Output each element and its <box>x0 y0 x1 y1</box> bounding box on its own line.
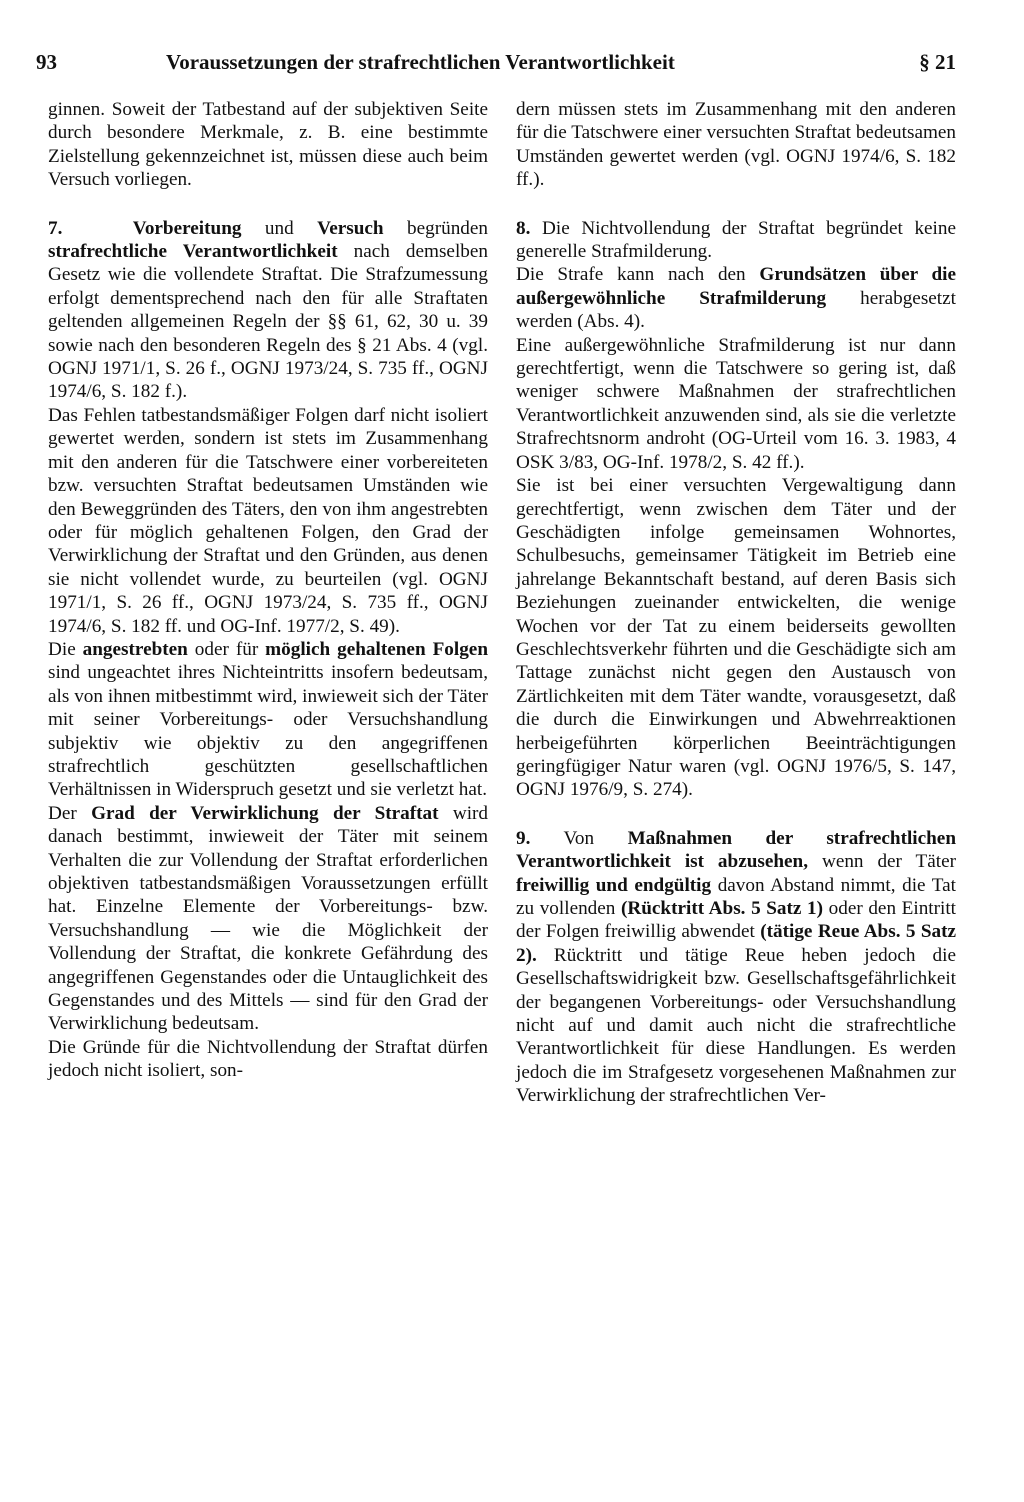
bold-term: Grad der Verwirklichung der Straftat <box>91 802 439 824</box>
paragraph-7 <box>48 217 488 404</box>
paragraph: Sie ist bei einer versuchten Vergewaltigung dann gerechtfertigt, wenn zwischen dem Täter und der Geschädigten infolge gemeinsamen Wohnortes, Schulbesuchs, gemeinsamer Tätigkeit im Betrieb eine jahrelange Bekanntschaft bestand, auf deren Basis sich Beziehungen zueinander entwickelten, die wenige Wochen vor der Tat zu einem beiderseits gewollten Geschlechtsverkehr führten und die Geschädigte sich am Tattage zunächst nicht gegen den Austausch von Zärtlichkeiten mit dem Täter wandte, vorausgesetzt, daß die durch die Einwirkungen und Abwehrreaktionen herbeigeführten körperlichen Beeinträchtigungen geringfügiger Natur waren (vgl. OGNJ 1976/5, S. 147, OGNJ 1976/9, S. 274). <box>516 475 956 801</box>
bold-term: (tätige Reue Abs. 5 Satz 2). <box>516 921 957 966</box>
text-run: und <box>241 217 318 239</box>
text-run: Die Nichtvollendung der Straftat begründet keine generelle Strafmilderung. <box>516 217 956 263</box>
text-run: Die <box>48 638 83 660</box>
left-column <box>48 98 488 1083</box>
bold-term: Versuch <box>317 217 384 239</box>
item-number: 8. <box>516 217 531 239</box>
item-number: 9. <box>516 827 531 849</box>
text-run: Von <box>530 827 628 849</box>
section-marker: § 21 <box>919 50 956 74</box>
text-run: oder für <box>187 638 266 660</box>
text-run: Die Strafe kann nach den <box>516 264 760 286</box>
bold-term: freiwillig und endgültig <box>516 874 712 896</box>
text-run: begründen <box>383 217 489 239</box>
bold-term: Vorbereitung <box>132 217 242 239</box>
bold-term: angestrebten <box>82 638 188 660</box>
right-column <box>516 98 956 1108</box>
paragraph <box>516 263 956 333</box>
paragraph: ginnen. Soweit der Tatbestand auf der subjektiven Seite durch besondere Merkmale, z. B. eine bestimmte Zielstellung gekennzeichnet ist, müssen diese auch beim Versuch vorliegen. <box>48 99 488 191</box>
paragraph <box>48 638 488 802</box>
running-title: Voraussetzungen der strafrechtlichen Verantwortlichkeit <box>166 50 675 74</box>
text-run: wird danach bestimmt, inwieweit der Täter mit seinem Verhalten die zur Vollendung der Straftat erforderlichen objektiven tatbestandsmäßigen Voraussetzungen erfüllt hat. Einzelne Elemente der Vorbereitungs- bzw. Versuchshandlung — wie die Möglichkeit der Vollendung der Straftat, die konkrete Gefährdung des angegriffenen Gegenstandes oder die Untauglichkeit des Gegenstandes und des Mittels — sind für den Grad der Verwirklichung bedeutsam. <box>48 802 489 1035</box>
paragraph: dern müssen stets im Zusammenhang mit den anderen für die Tatschwere einer versuchten Straftat bedeutsamen Umständen gewertet werden (vgl. OGNJ 1974/6, S. 182 ff.). <box>516 99 956 191</box>
bold-term: Grundsätzen über die außergewöhnliche Strafmilderung <box>516 264 957 309</box>
text-run: davon Abstand nimmt, die Tat zu vollenden <box>516 874 957 919</box>
text-run: Der <box>48 802 92 824</box>
text-run: herabgesetzt werden (Abs. 4). <box>516 287 956 333</box>
bold-term: Maßnahmen der strafrechtlichen Verantwortlichkeit ist abzusehen, <box>516 827 956 873</box>
text-run: oder den Eintritt der Folgen freiwillig abwendet <box>516 898 957 943</box>
paragraph-8 <box>516 217 956 264</box>
paragraph-9 <box>516 827 956 1108</box>
text-run: sind ungeachtet ihres Nichteintritts insofern bedeutsam, als von ihnen mitbestimmt wird, inwieweit sich der Täter mit seiner Vorbereitungs- oder Versuchshandlung subjektiv wie objektiv zu den angegriffenen strafrechtlich geschützten gesellschaftlichen Verhältnissen in Widerspruch gesetzt und sie verletzt hat. <box>48 662 488 801</box>
paragraph: Die Gründe für die Nichtvollendung der Straftat dürfen jedoch nicht isoliert, son- <box>48 1036 488 1082</box>
text-run: wenn der Täter <box>808 851 956 873</box>
item-number: 7. <box>48 217 63 239</box>
text-run: Rücktritt und tätige Reue heben jedoch die Gesellschaftswidrigkeit bzw. Gesellschaftsgefährlichkeit der begangenen Vorbereitungs- oder Versuchshandlung nicht auf und damit auch nicht die strafrechtliche Verantwortlichkeit für diese Handlungen. Es werden jedoch die im Strafgesetz vorgesehenen Maßnahmen zur Verwirklichung der strafrechtlichen Ver- <box>516 944 956 1107</box>
running-header <box>36 50 956 82</box>
bold-term: strafrechtliche Verantwortlichkeit <box>48 241 338 263</box>
bold-term: (Rücktritt Abs. 5 Satz 1) <box>621 898 824 919</box>
paragraph: Das Fehlen tatbestandsmäßiger Folgen darf nicht isoliert gewertet werden, sondern ist stets im Zusammenhang mit den anderen für die Tatschwere einer vorbereiteten bzw. versuchten Straftat bedeutsamen Umständen wie den Beweggründen des Täters, den von ihm angestrebten oder für möglich gehaltenen Folgen, den Grad der Verwirklichung der Straftat und den Gründen, aus denen sie nicht vollendet wurde, zu beurteilen (vgl. OGNJ 1971/1, S. 26 ff., OGNJ 1973/24, S. 735 ff., OGNJ 1974/6, S. 182 ff. und OG-Inf. 1977/2, S. 49). <box>48 404 488 637</box>
page-number: 93 <box>36 50 57 74</box>
bold-term: möglich gehaltenen Folgen <box>265 638 488 660</box>
paragraph <box>48 802 488 1036</box>
paragraph: Eine außergewöhnliche Strafmilderung ist nur dann gerechtfertigt, wenn die Tatschwere so gering ist, daß weniger schwere Maßnahmen der strafrechtlichen Verantwortlichkeit anzuwenden sind, als sie die verletzte Strafrechtsnorm androht (OG-Urteil vom 16. 3. 1983, 4 OSK 3/83, OG-Inf. 1978/2, S. 42 ff.). <box>516 334 956 473</box>
text-run: nach demselben Gesetz wie die vollendete Straftat. Die Strafzumessung erfolgt dementsprechend nach den für alle Straftaten geltenden allgemeinen Regeln der §§ 61, 62, 30 u. 39 sowie nach den besonderen Regeln des § 21 Abs. 4 (vgl. OGNJ 1971/1, S. 26 f., OGNJ 1973/24, S. 735 ff., OGNJ 1974/6, S. 182 f.). <box>48 241 488 403</box>
